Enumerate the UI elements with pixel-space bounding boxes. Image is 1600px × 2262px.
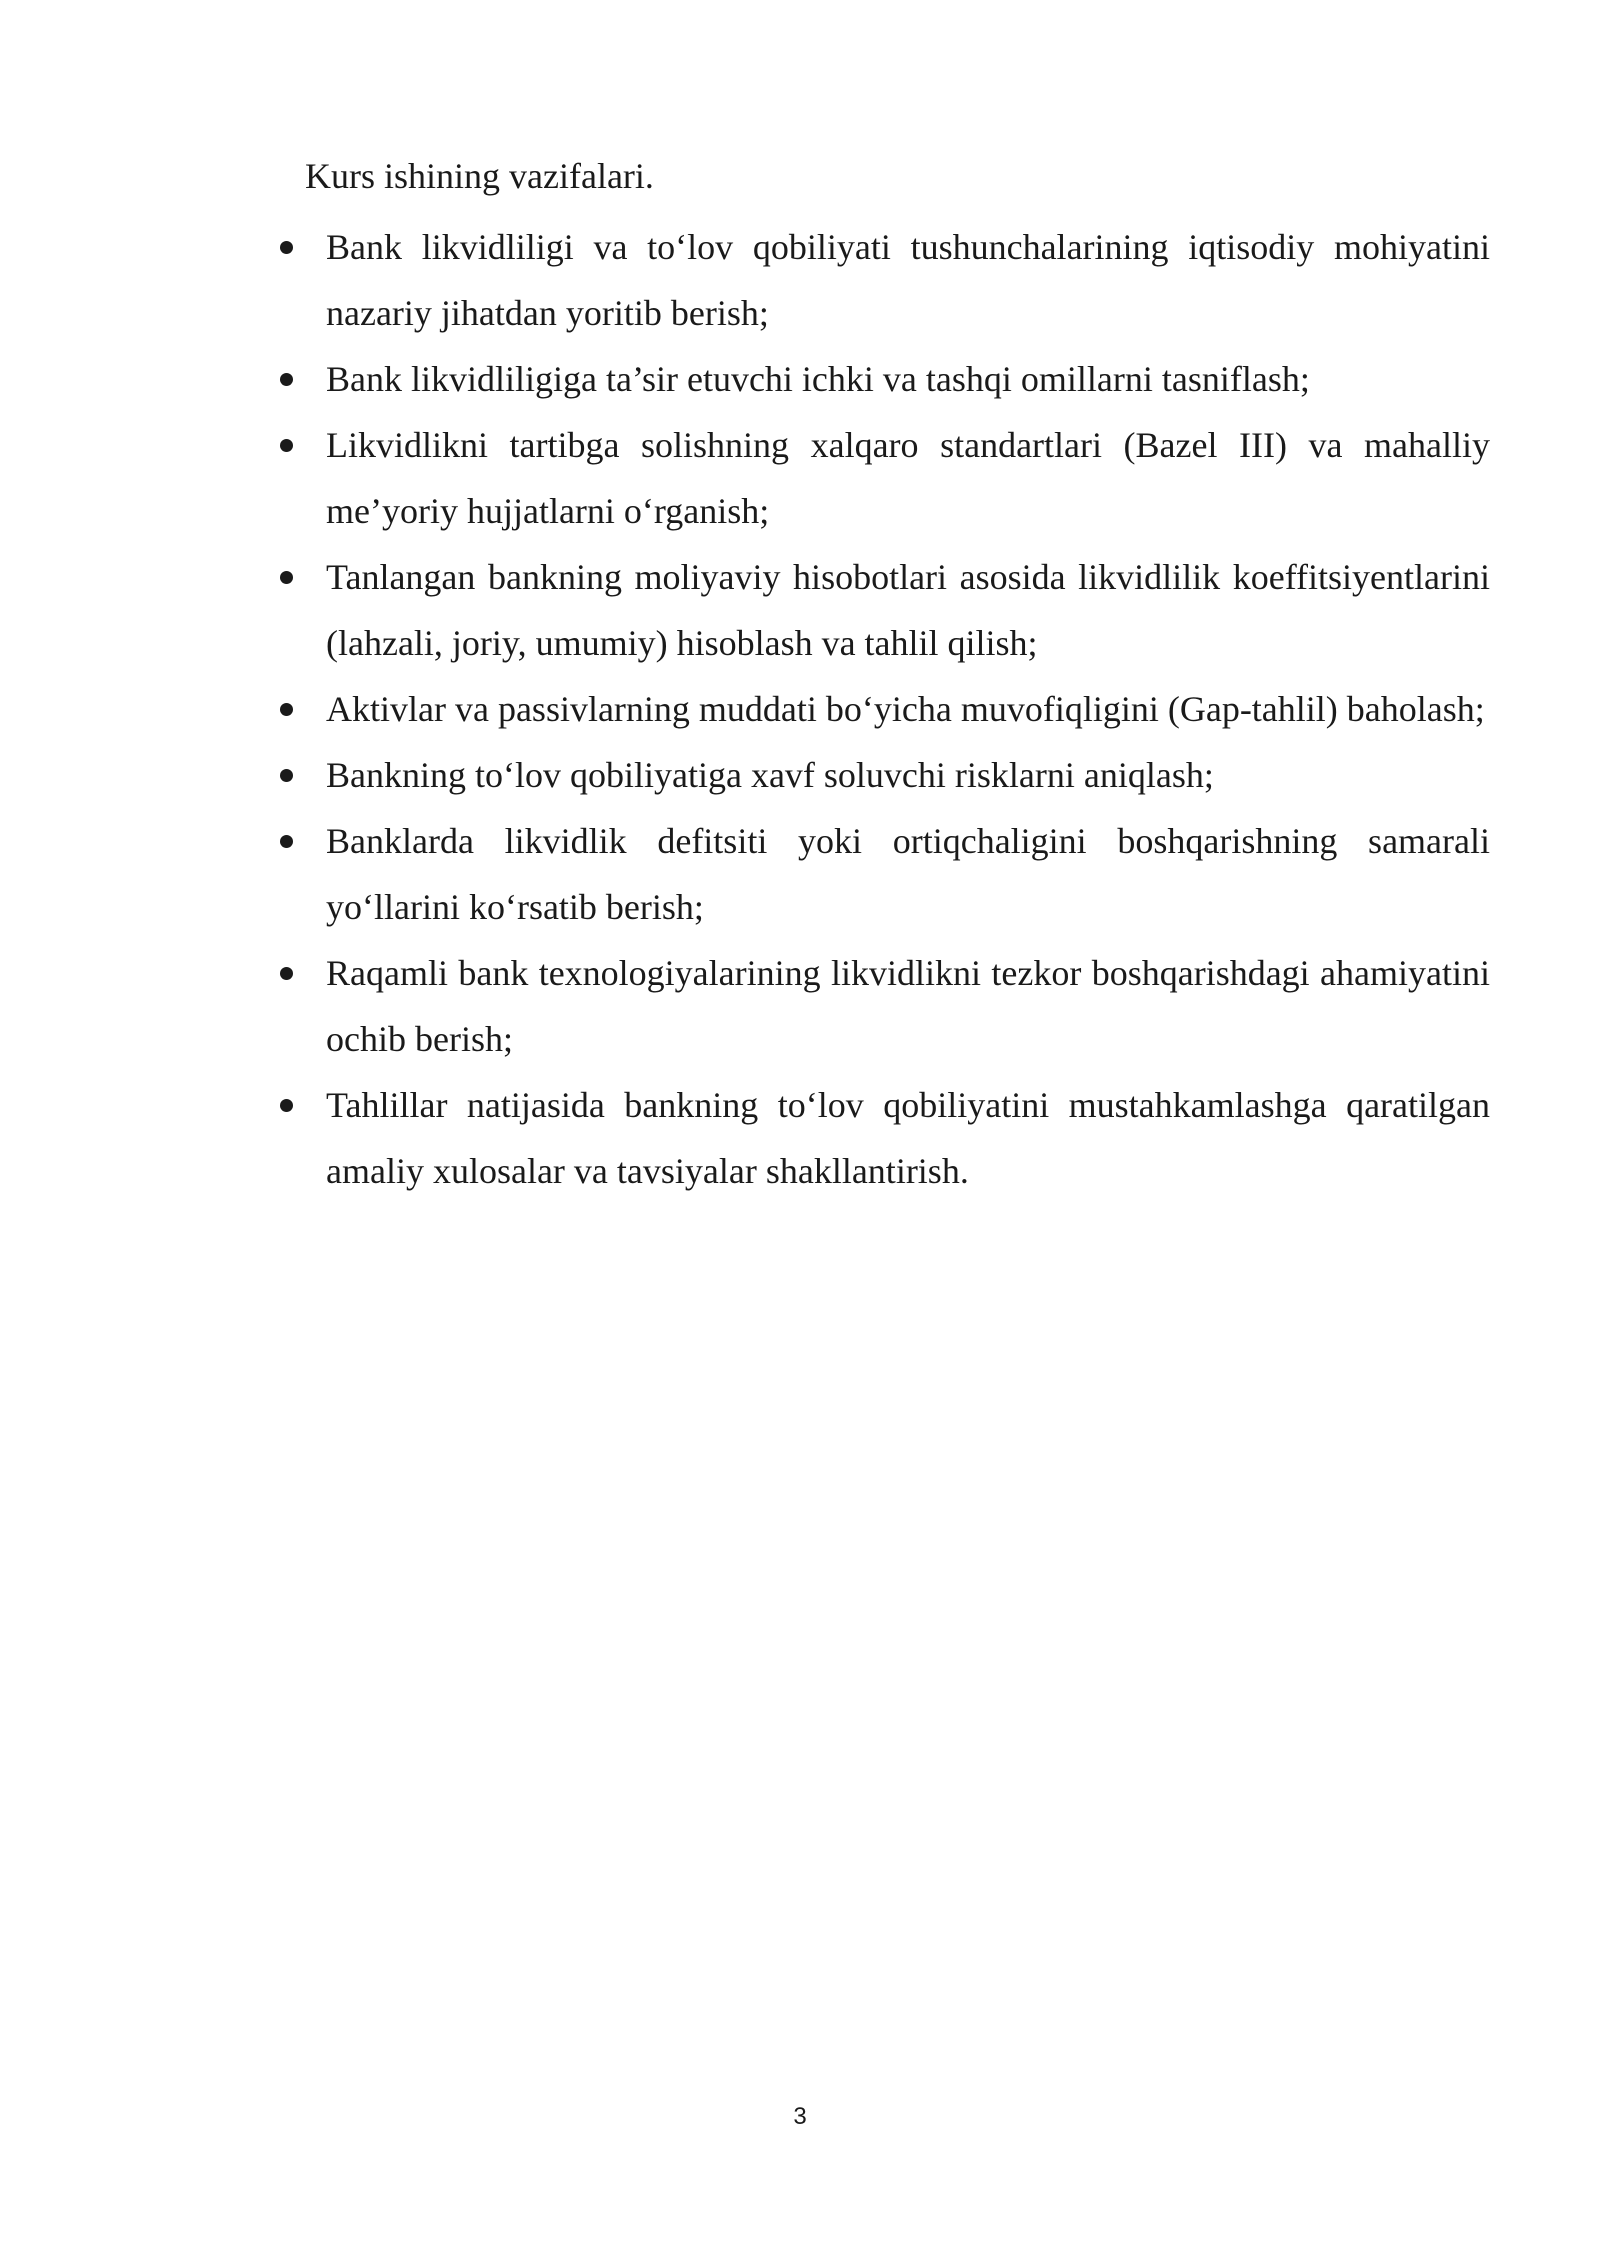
task-text: Bankning to‘lov qobiliyatiga xavf soluvchi risklarni aniqlash; <box>326 755 1214 795</box>
task-text: Raqamli bank texnologiyalarining likvidlikni tezkor boshqarishdagi ahamiyatini ochib berish; <box>326 953 1490 1059</box>
task-text: Likvidlikni tartibga solishning xalqaro standartlari (Bazel III) va mahalliy me’yoriy hujjatlarni o‘rganish; <box>326 425 1490 531</box>
bullet-icon <box>280 967 293 980</box>
list-item <box>280 742 1490 808</box>
bullet-icon <box>280 769 293 782</box>
list-item <box>280 808 1490 940</box>
list-item <box>280 544 1490 676</box>
task-text: Tanlangan bankning moliyaviy hisobotlari asosida likvidlilik koeffitsiyentlarini (lahzali, joriy, umumiy) hisoblash va tahlil qilish; <box>326 557 1490 663</box>
bullet-icon <box>280 1099 293 1112</box>
list-item <box>280 346 1490 412</box>
bullet-icon <box>280 439 293 452</box>
bullet-icon <box>280 835 293 848</box>
page-number: 3 <box>793 2103 807 2130</box>
task-list <box>280 214 1490 1204</box>
bullet-icon <box>280 373 293 386</box>
bullet-icon <box>280 703 293 716</box>
list-item <box>280 940 1490 1072</box>
task-text: Banklarda likvidlik defitsiti yoki ortiqchaligini boshqarishning samarali yo‘llarini ko‘rsatib berish; <box>326 821 1490 927</box>
task-text: Bank likvidliligiga ta’sir etuvchi ichki va tashqi omillarni tasniflash; <box>326 359 1310 399</box>
task-text: Aktivlar va passivlarning muddati bo‘yicha muvofiqligini (Gap-tahlil) baholash; <box>326 689 1485 729</box>
list-item <box>280 412 1490 544</box>
task-text: Tahlillar natijasida bankning to‘lov qobiliyatini mustahkamlashga qaratilgan amaliy xulosalar va tavsiyalar shakllantirish. <box>326 1085 1490 1191</box>
list-item <box>280 214 1490 346</box>
section-heading: Kurs ishining vazifalari. <box>305 156 654 196</box>
task-text: Bank likvidliligi va to‘lov qobiliyati tushunchalarining iqtisodiy mohiyatini nazariy jihatdan yoritib berish; <box>326 227 1490 333</box>
list-item <box>280 676 1490 742</box>
list-item <box>280 1072 1490 1204</box>
bullet-icon <box>280 571 293 584</box>
bullet-icon <box>280 241 293 254</box>
